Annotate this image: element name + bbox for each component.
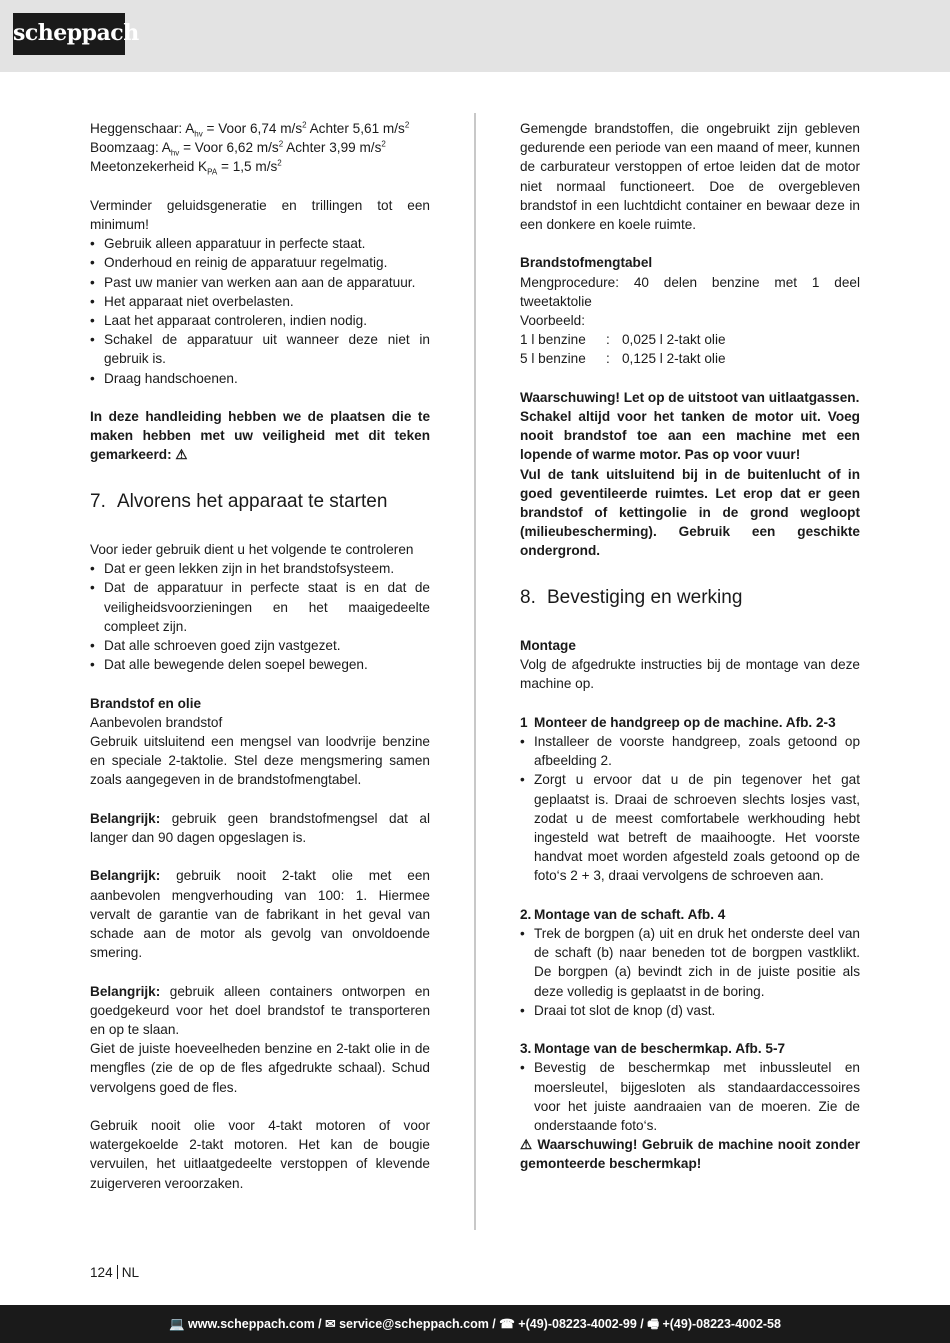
step-3-list (520, 1058, 860, 1135)
step-2-list (520, 924, 860, 1020)
refuel-warning: Schakel altijd voor het tanken de motor uit. Voeg nooit brandstof toe aan een machine met een lopende of warme motor. Pas op voor vuur! (520, 409, 860, 463)
mix-table-heading: Brandstofmengtabel (520, 255, 653, 271)
list-item: • Onderhoud en reinig de apparatuur regelmatig. (90, 253, 430, 272)
section-heading-7: 7. Alvorens het apparaat te starten (90, 490, 388, 512)
fuel-heading: Brandstof en olie (90, 695, 202, 711)
reduce-list (90, 234, 430, 388)
list-item: • Zorgt u ervoor dat u de pin tegenover het gat geplaatst is. Draai de schroeven slechts losjes vast, zodat u de meest comfortabele werkhouding hebt ingesteld wat betreft de maaihoogte. Het voorste handvat moet worden afgesteld zoals getoond op de foto‘s 2 + 3, draai vervolgens de schroeven aan. (520, 770, 860, 885)
list-item: • Trek de borgpen (a) uit en druk het onderste deel van de schaft (b) naar beneden tot de borgpen vastklikt. De borgpen (a) bevindt zich in de juiste positie als deze volledig is geplaatst in de boring. (520, 924, 860, 1001)
list-item: • Dat de apparatuur in perfecte staat is en dat de veiligheidsvoorzieningen en het maaigedeelte compleet zijn. (90, 578, 430, 636)
list-item: • Draag handschoenen. (90, 369, 430, 388)
column-divider (474, 113, 476, 1230)
list-item: • Dat alle bewegende delen soepel bewegen. (90, 655, 430, 674)
mix-procedure: Mengprocedure: 40 delen benzine met 1 deel tweetaktolie (520, 274, 860, 309)
list-item: • Dat alle schroeven goed zijn vastgezet. (90, 636, 430, 655)
important-note-2: Belangrijk: gebruik nooit 2-takt olie met een aanbevolen mengverhouding van 100: 1. Hiermee vervalt de garantie van de fabrikant in het geval van schade aan de motor als gevolg van onvoldoende smering. (90, 868, 430, 961)
page-header (0, 0, 950, 72)
vibration-line: Meetonzekerheid $K_{PA} = 1,5$ $m/s^2$ (90, 158, 282, 178)
step-2-heading: 2. Montage van de schaft. Afb. 4 (520, 906, 726, 922)
page-number: 124 NL (90, 1265, 140, 1280)
mix-table-row: 1 l benzine : 0,025 l 2-takt olie (520, 332, 726, 348)
step-1-list (520, 732, 860, 886)
fuel-subheading: Aanbevolen brandstof (90, 714, 223, 730)
ventilation-warning: Vul de tank uitsluitend bij in de buitenlucht of in goed geventileerde ruimtes. Let erop dat er geen brandstof of kettingolie in de grond wegloopt (milieubescherming). Gebruik een geschikte ondergrond. (520, 466, 860, 559)
contact-footer: 💻 www.scheppach.com / ✉ service@scheppach.com / ☎ +(49)-08223-4002-99 / 🖷 +(49)-08223-4002-58 (0, 1305, 950, 1343)
vibration-line: Heggenschaar: $A_{hv}$ = Voor 6,74 $m/s^2$ Achter 5,61 $m/s^2$ (90, 120, 410, 139)
list-item: • Het apparaat niet overbelasten. (90, 292, 430, 311)
mix-example-label: Voorbeeld: (520, 313, 586, 329)
list-item: • Dat er geen lekken zijn in het brandstofsysteem. (90, 559, 430, 578)
check-list (90, 559, 430, 674)
mixed-fuel-text: Gemengde brandstoffen, die ongebruikt zijn gebleven gedurende een periode van een maand of meer, kunnen de carburateur verstoppen of ertoe leiden dat de motor niet normaal functioneert. Doe de overgebleven brandstof in een luchtdicht container en bewaar deze in een donkere en koele ruimte. (520, 121, 860, 233)
safety-note: In deze handleiding hebben we de plaatsen die te maken hebben met uw veiligheid met dit teken gemarkeerd: ⚠ (90, 409, 430, 463)
reduce-intro: Verminder geluidsgeneratie en trillingen tot een minimum! (90, 197, 430, 232)
list-item: • Past uw manier van werken aan aan de apparatuur. (90, 273, 430, 292)
list-item: • Bevestig de beschermkap met inbussleutel en moersleutel, bijgesloten als standaardaccessoires voor het juiste aandraaien van de moeren. Zie de onderstaande foto‘s. (520, 1058, 860, 1135)
list-item: • Schakel de apparatuur uit wanneer deze niet in gebruik is. (90, 330, 430, 368)
right-column (520, 119, 860, 1174)
final-warning: ⚠ Waarschuwing! Gebruik de machine nooit zonder gemonteerde beschermkap! (520, 1137, 860, 1172)
list-item: • Gebruik alleen apparatuur in perfecte staat. (90, 234, 430, 253)
step-3-heading: 3. Montage van de beschermkap. Afb. 5-7 (520, 1041, 786, 1057)
scheppach-logo: scheppach (13, 13, 125, 55)
left-column (90, 119, 430, 1193)
section-heading-8: 8. Bevestiging en werking (520, 586, 743, 608)
check-intro: Voor ieder gebruik dient u het volgende te controleren (90, 542, 414, 557)
step-1-heading: 1 Monteer de handgreep op de machine. Afb. 2-3 (520, 714, 836, 730)
montage-text: Volg de afgedrukte instructies bij de montage van deze machine op. (520, 657, 860, 692)
exhaust-warning: Waarschuwing! Let op de uitstoot van uitlaatgassen. (520, 389, 860, 405)
montage-heading: Montage (520, 638, 576, 654)
mix-table-row: 5 l benzine : 0,125 l 2-takt olie (520, 351, 726, 367)
list-item: • Laat het apparaat controleren, indien nodig. (90, 311, 430, 330)
oil-warning: Gebruik nooit olie voor 4-takt motoren of voor watergekoelde 2-takt motoren. Het kan de bougie vervuilen, het uitlaatgedeelte verstoppen of klevende zuigerveren veroorzaken. (90, 1118, 430, 1191)
important-note-1: Belangrijk: gebruik geen brandstofmengsel dat al langer dan 90 dagen opgeslagen is. (90, 810, 430, 846)
mixing-instructions: Giet de juiste hoeveelheden benzine en 2-takt olie in de mengfles (zie de op de fles afgedrukte schaal). Schud vervolgens goed de fles. (90, 1041, 430, 1095)
vibration-line: Boomzaag: $A_{hv}$ = Voor 6,62 $m/s^2$ Achter 3,99 $m/s^2$ (90, 139, 386, 158)
important-note-3: Belangrijk: gebruik alleen containers ontworpen en goedgekeurd voor het doel brandstof te transporteren en op te slaan. (90, 983, 430, 1038)
list-item: • Draai tot slot de knop (d) vast. (520, 1001, 860, 1020)
list-item: • Installeer de voorste handgreep, zoals getoond op afbeelding 2. (520, 732, 860, 770)
fuel-text: Gebruik uitsluitend een mengsel van loodvrije benzine en speciale 2-taktolie. Stel deze mengsmering samen zoals aangegeven in de brandstofmengtabel. (90, 734, 430, 788)
